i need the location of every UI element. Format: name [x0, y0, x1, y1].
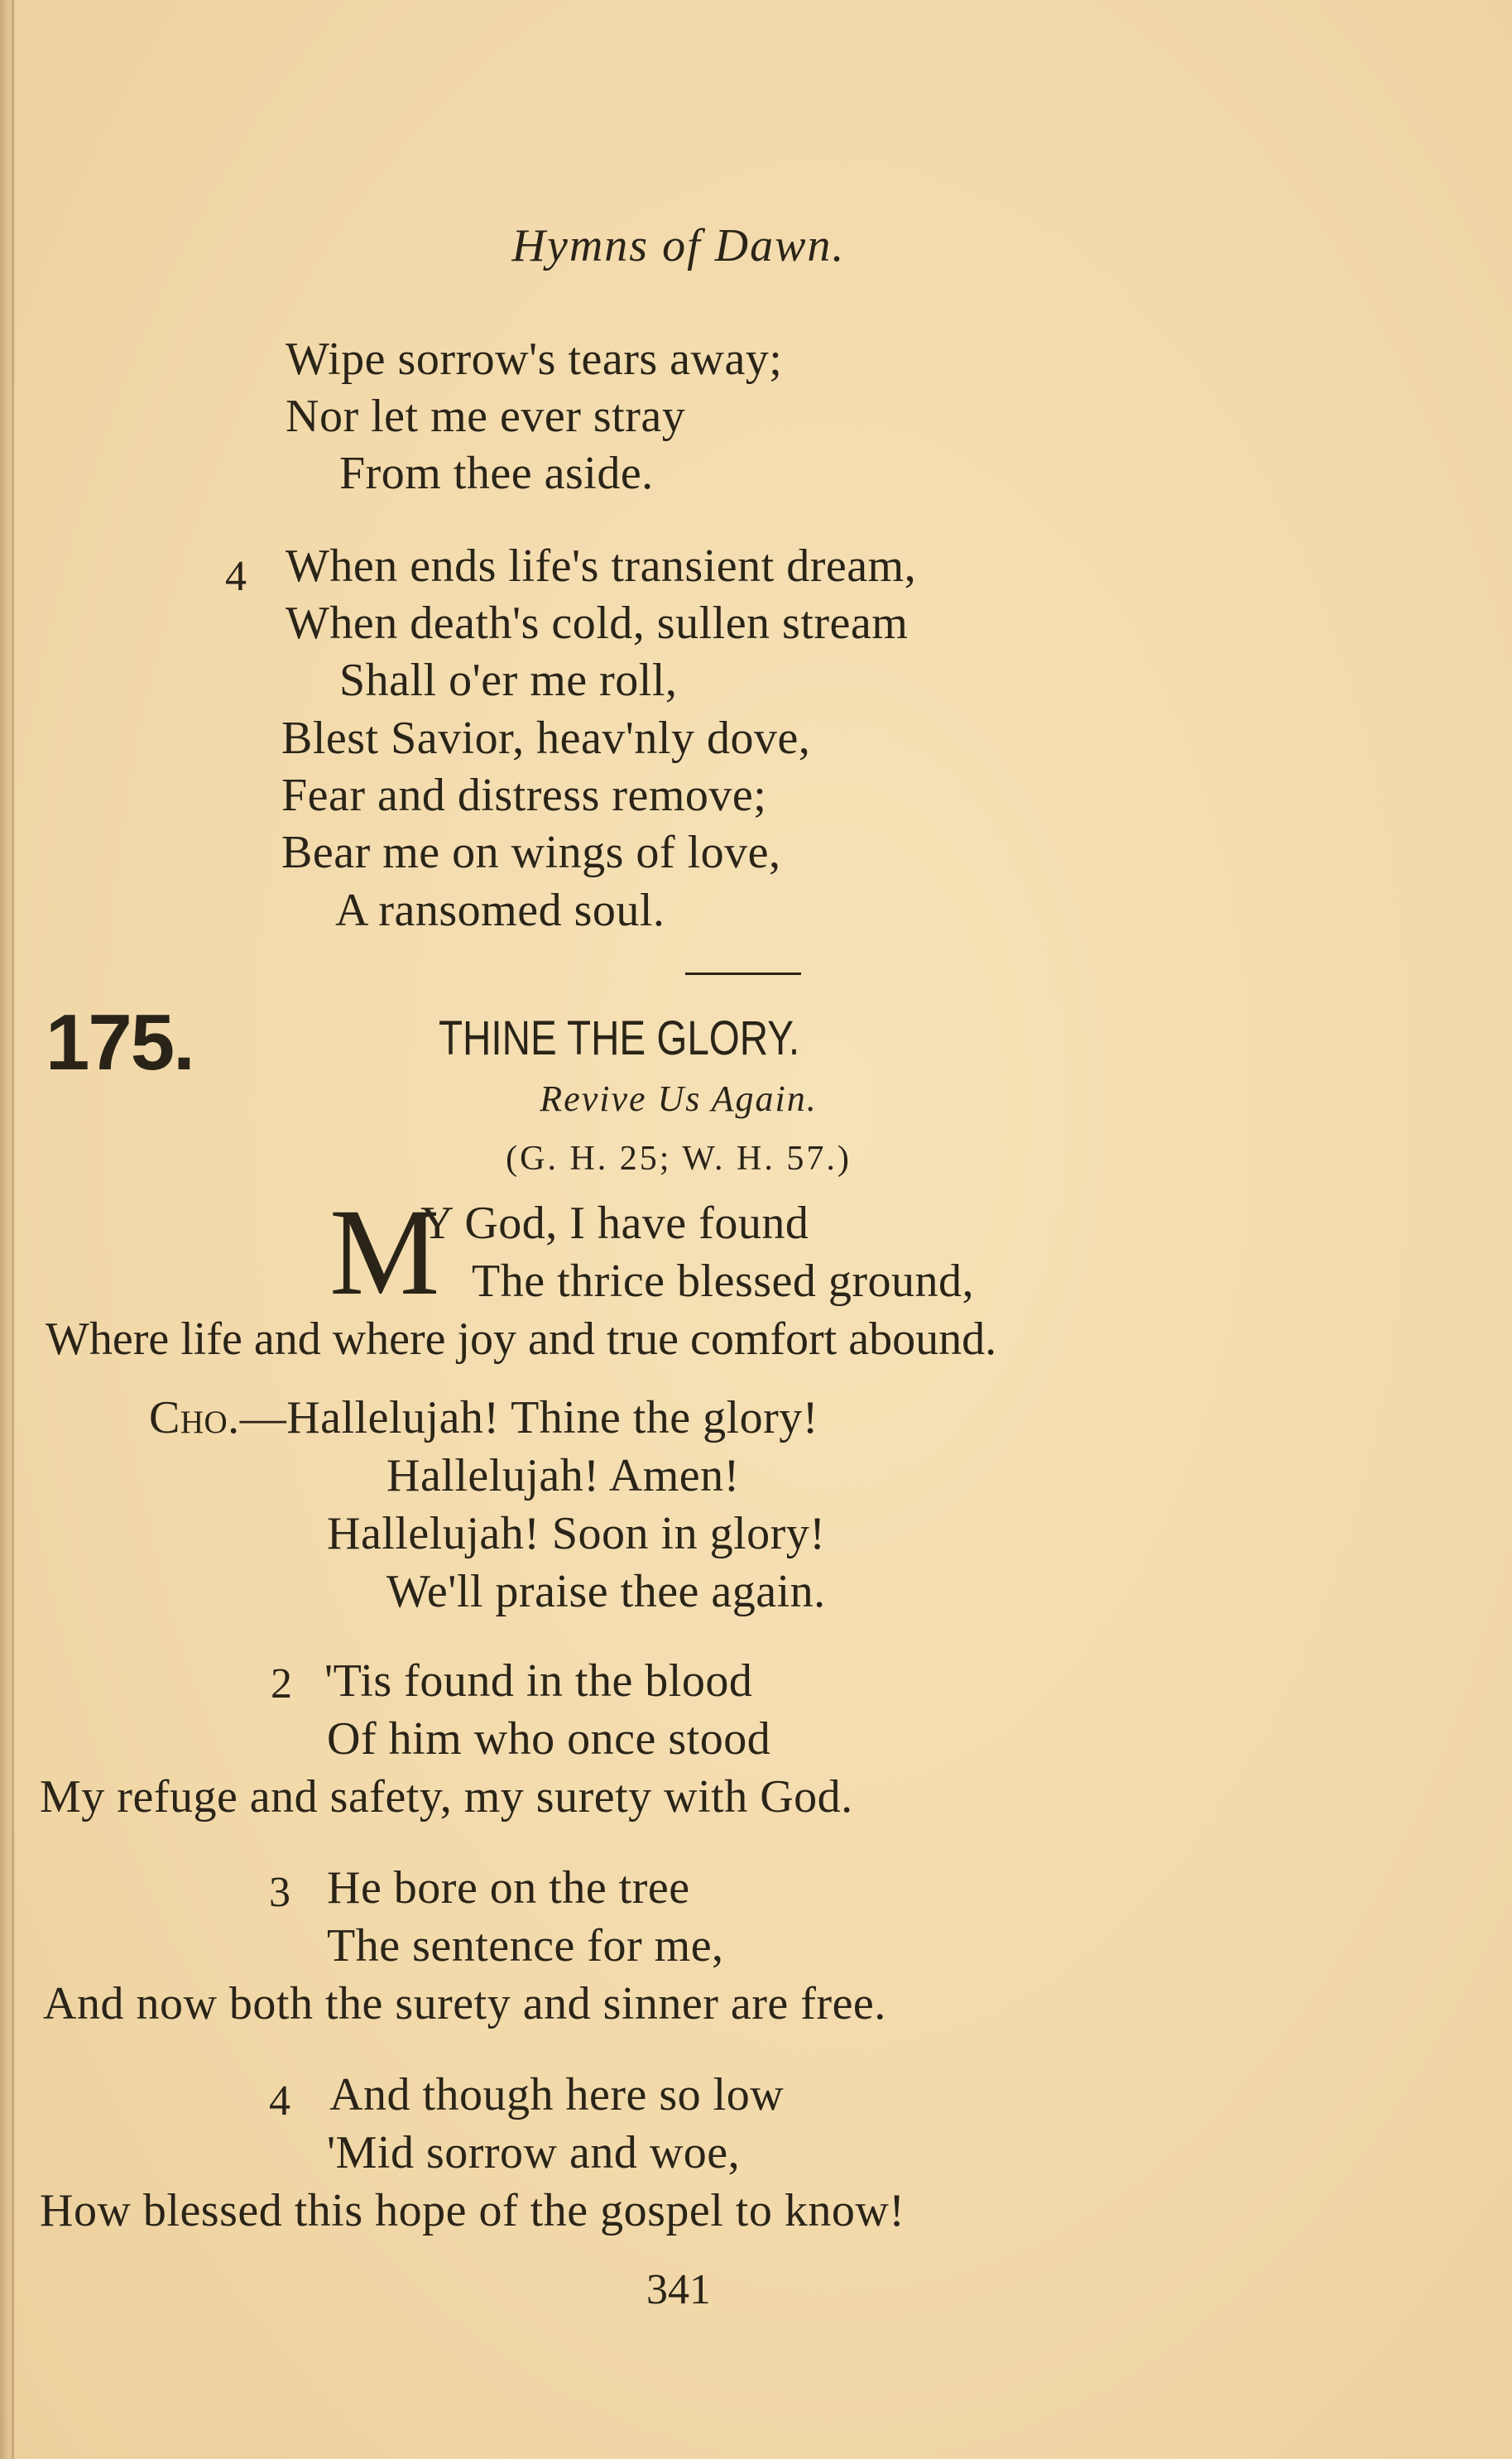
prev-verse-4-line-4: Blest Savior, heav'nly dove, — [281, 713, 811, 764]
chorus-line-2: Hallelujah! Amen! — [386, 1450, 740, 1501]
running-head: Hymns of Dawn. — [511, 220, 846, 271]
prev-verse-4-line-2: When death's cold, sullen stream — [286, 598, 909, 649]
prev-verse-4-line-1: When ends life's transient dream, — [286, 540, 917, 592]
verse-1-line-2: The thrice blessed ground, — [472, 1256, 975, 1307]
chorus-line-1 — [149, 1391, 818, 1444]
verse-1-line-1: Y God, I have found — [420, 1198, 809, 1249]
verse-2-number: 2 — [271, 1660, 292, 1707]
chorus-line-1-text: Hallelujah! Thine the glory! — [286, 1392, 818, 1443]
verse-3-number: 3 — [269, 1869, 290, 1916]
verse-2-line-3: My refuge and safety, my surety with God. — [40, 1771, 853, 1823]
hymn-title: THINE THE GLORY. — [439, 1011, 800, 1065]
hymn-number: 175. — [46, 998, 194, 1087]
prev-verse-4-line-7: A ransomed soul. — [335, 885, 665, 936]
verse-3-line-2: The sentence for me, — [327, 1920, 724, 1972]
verse-4-line-2: 'Mid sorrow and woe, — [327, 2127, 741, 2178]
verse-1-line-3: Where life and where joy and true comfort abound. — [46, 1314, 997, 1365]
verse-2-line-1: 'Tis found in the blood — [324, 1655, 753, 1707]
verse-3-line-3: And now both the surety and sinner are free. — [43, 1978, 886, 2029]
verse-4-number: 4 — [269, 2077, 290, 2125]
chorus-line-4: We'll praise thee again. — [386, 1566, 826, 1617]
verse-2-line-2: Of him who once stood — [327, 1713, 771, 1765]
hymnal-references: (G. H. 25; W. H. 57.) — [506, 1140, 852, 1178]
verse-4-line-1: And though here so low — [329, 2069, 785, 2120]
chorus-line-3: Hallelujah! Soon in glory! — [327, 1508, 826, 1559]
page-number: 341 — [646, 2266, 711, 2313]
page-gutter-shadow — [0, 0, 17, 2459]
drop-cap: M — [329, 1184, 440, 1321]
prev-line-2: Nor let me ever stray — [286, 391, 686, 442]
binding-edge — [12, 0, 14, 2459]
prev-verse-4-line-5: Fear and distress remove; — [281, 770, 767, 821]
chorus-dash: — — [239, 1392, 287, 1443]
verse-4-line-3: How blessed this hope of the gospel to know! — [40, 2185, 905, 2236]
prev-line-3: From thee aside. — [339, 448, 654, 499]
chorus-label: Cho. — [149, 1392, 240, 1443]
prev-verse-4-number: 4 — [225, 553, 247, 600]
verse-3-line-1: He bore on the tree — [327, 1862, 690, 1914]
tune-name: Revive Us Again. — [540, 1078, 818, 1119]
prev-verse-4-line-3: Shall o'er me roll, — [339, 655, 678, 706]
section-divider — [685, 973, 801, 975]
prev-verse-4-line-6: Bear me on wings of love, — [281, 827, 781, 878]
prev-line-1: Wipe sorrow's tears away; — [286, 334, 783, 385]
